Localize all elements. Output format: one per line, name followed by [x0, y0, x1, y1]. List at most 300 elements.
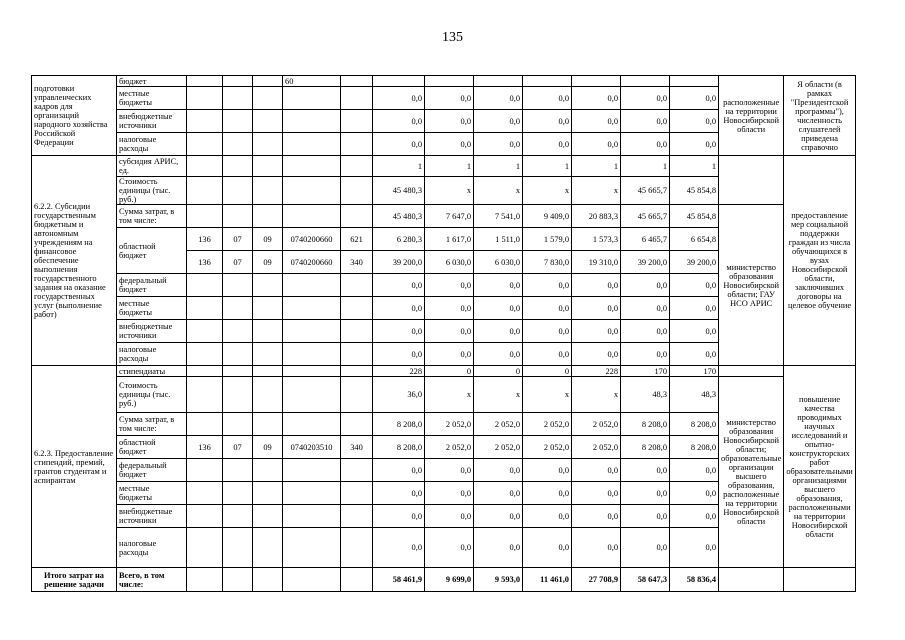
value-cell: 0,0	[621, 505, 670, 528]
vr-code	[341, 205, 373, 228]
grbs-code	[187, 413, 223, 436]
total-label: Итого затрат на решение задачи	[32, 568, 117, 592]
value-cell: 0,0	[474, 87, 523, 110]
source-label: внебюджетные источники	[117, 110, 187, 133]
source-label: местные бюджеты	[117, 87, 187, 110]
value-cell: 0,0	[572, 482, 621, 505]
vr-code	[341, 274, 373, 297]
grbs-code	[187, 505, 223, 528]
value-cell: 0,0	[621, 320, 670, 343]
responsible-cell: министерство образования Новосибирской области; ГАУ НСО АРИС	[719, 205, 784, 366]
total-sublabel: Всего, в том числе:	[117, 568, 187, 592]
rz-code	[223, 366, 253, 377]
grbs-code: 136	[187, 251, 223, 274]
value-cell: 0,0	[373, 343, 425, 366]
value-cell: 8 208,0	[670, 413, 719, 436]
table-cell	[719, 366, 784, 377]
value-cell: 8 208,0	[373, 413, 425, 436]
value-cell: x	[572, 177, 621, 205]
table-cell	[187, 133, 223, 156]
value-cell: 0,0	[572, 528, 621, 568]
grbs-code	[187, 320, 223, 343]
csr-code	[283, 177, 341, 205]
csr-code	[283, 482, 341, 505]
value-cell: 1	[373, 156, 425, 177]
value-cell: 0,0	[621, 110, 670, 133]
source-label: налоговые расходы	[117, 343, 187, 366]
value-cell: 45 665,7	[621, 177, 670, 205]
value-cell: 0,0	[474, 482, 523, 505]
vr-code	[341, 528, 373, 568]
value-cell: 0,0	[670, 482, 719, 505]
value-cell: 0,0	[373, 482, 425, 505]
value-cell: 0,0	[670, 505, 719, 528]
grbs-code: 136	[187, 436, 223, 459]
rz-code: 07	[223, 436, 253, 459]
value-cell: 7 830,0	[523, 251, 572, 274]
pr-code	[253, 366, 283, 377]
value-cell: 45 665,7	[621, 205, 670, 228]
csr-code: 0740200660	[283, 228, 341, 251]
value-cell: 0	[425, 366, 474, 377]
pr-code	[253, 528, 283, 568]
value-cell: 0,0	[670, 87, 719, 110]
pr-code	[253, 205, 283, 228]
table-cell	[719, 156, 784, 205]
pr-code	[253, 459, 283, 482]
value-cell: 8 208,0	[373, 436, 425, 459]
value-cell: 1	[621, 156, 670, 177]
table-row	[32, 156, 856, 177]
table-row	[32, 366, 856, 377]
value-cell: 0,0	[523, 274, 572, 297]
value-cell: 0,0	[572, 110, 621, 133]
grbs-code	[187, 205, 223, 228]
value-cell: x	[572, 377, 621, 413]
table-cell	[223, 76, 253, 87]
source-label: местные бюджеты	[117, 297, 187, 320]
value-cell: 0,0	[523, 133, 572, 156]
value-cell: 0,0	[425, 297, 474, 320]
rz-code	[223, 205, 253, 228]
total-value: 9 699,0	[425, 568, 474, 592]
value-cell: 0,0	[670, 133, 719, 156]
vr-code	[341, 177, 373, 205]
grbs-code	[187, 482, 223, 505]
value-cell: 0,0	[621, 87, 670, 110]
activity-name: 6.2.2. Субсидии государственным бюджетным и автономным учреждениям на финансовое обеспечение выполнения государственного задания на оказание государственных услуг (выполнение работ)	[32, 156, 117, 366]
value-cell: 7 647,0	[425, 205, 474, 228]
value-cell: 0,0	[523, 297, 572, 320]
vr-code	[341, 377, 373, 413]
value-cell: 45 854,8	[670, 205, 719, 228]
value-cell: 0,0	[572, 87, 621, 110]
table-row	[32, 76, 856, 87]
value-cell: 0,0	[621, 528, 670, 568]
value-cell	[474, 76, 523, 87]
value-cell: 0,0	[572, 133, 621, 156]
source-label: Сумма затрат, в том числе:	[117, 205, 187, 228]
vr-code: 621	[341, 228, 373, 251]
value-cell: 0,0	[670, 343, 719, 366]
vr-code: 340	[341, 436, 373, 459]
table-row	[32, 205, 856, 228]
vr-code	[341, 156, 373, 177]
rz-code	[223, 377, 253, 413]
value-cell: 2 052,0	[425, 436, 474, 459]
value-cell: 1 511,0	[474, 228, 523, 251]
table-cell	[187, 568, 223, 592]
table-cell	[341, 87, 373, 110]
csr-code	[283, 459, 341, 482]
grbs-code	[187, 528, 223, 568]
source-label: федеральный бюджет	[117, 274, 187, 297]
value-cell: 1	[523, 156, 572, 177]
table-cell	[253, 110, 283, 133]
value-cell: 0,0	[572, 505, 621, 528]
table-cell	[187, 87, 223, 110]
csr-code	[283, 320, 341, 343]
value-cell: 0,0	[425, 482, 474, 505]
value-cell: 0,0	[425, 133, 474, 156]
pr-code	[253, 505, 283, 528]
value-cell: 45 854,8	[670, 177, 719, 205]
grbs-code	[187, 459, 223, 482]
value-cell: 0,0	[572, 297, 621, 320]
value-cell: 0,0	[474, 343, 523, 366]
source-label: Стоимость единицы (тыс. руб.)	[117, 177, 187, 205]
value-cell: 0,0	[670, 110, 719, 133]
activity-name: 6.2.3. Предоставление стипендий, премий, грантов студентам и аспирантам	[32, 366, 117, 568]
value-cell: 1	[670, 156, 719, 177]
value-cell: 7 541,0	[474, 205, 523, 228]
source-label: внебюджетные источники	[117, 320, 187, 343]
value-cell: 170	[670, 366, 719, 377]
total-value: 58 836,4	[670, 568, 719, 592]
csr-code: 0740200660	[283, 251, 341, 274]
pr-code	[253, 156, 283, 177]
csr-code	[283, 297, 341, 320]
table-cell	[253, 133, 283, 156]
table-cell	[341, 133, 373, 156]
total-value: 11 461,0	[523, 568, 572, 592]
value-cell	[425, 76, 474, 87]
value-cell: x	[523, 177, 572, 205]
value-cell: 0,0	[373, 528, 425, 568]
csr-code	[283, 274, 341, 297]
value-cell: 0,0	[425, 110, 474, 133]
pr-code	[253, 177, 283, 205]
rz-code	[223, 320, 253, 343]
value-cell: 0,0	[373, 110, 425, 133]
grbs-code	[187, 274, 223, 297]
value-cell: 0,0	[474, 133, 523, 156]
csr-code	[283, 205, 341, 228]
table-cell	[187, 76, 223, 87]
pr-code	[253, 297, 283, 320]
pr-code	[253, 320, 283, 343]
value-cell: 0	[523, 366, 572, 377]
value-cell: 0,0	[425, 459, 474, 482]
rz-code	[223, 156, 253, 177]
csr-code	[283, 377, 341, 413]
table-cell	[784, 568, 855, 592]
value-cell: 0,0	[373, 459, 425, 482]
result-cell: Я области (в рамках "Президентской программы"), численность слушателей приведена справочно	[784, 76, 855, 156]
value-cell: 0,0	[621, 459, 670, 482]
table-cell	[341, 76, 373, 87]
grbs-code	[187, 366, 223, 377]
pr-code: 09	[253, 251, 283, 274]
vr-code	[341, 459, 373, 482]
source-label: областной бюджет	[117, 436, 187, 459]
grbs-code: 136	[187, 228, 223, 251]
page-number: 135	[442, 30, 463, 45]
value-cell: x	[425, 377, 474, 413]
table-cell	[223, 110, 253, 133]
value-cell: 36,0	[373, 377, 425, 413]
value-cell: 0,0	[474, 274, 523, 297]
source-label: налоговые расходы	[117, 528, 187, 568]
source-label: внебюджетные источники	[117, 505, 187, 528]
value-cell: 39 200,0	[621, 251, 670, 274]
value-cell: 2 052,0	[572, 436, 621, 459]
value-cell: x	[474, 377, 523, 413]
value-cell: 0,0	[373, 297, 425, 320]
pr-code: 09	[253, 228, 283, 251]
grbs-code	[187, 343, 223, 366]
value-cell: 0,0	[523, 505, 572, 528]
rz-code	[223, 177, 253, 205]
rz-code	[223, 274, 253, 297]
value-cell: 0,0	[373, 505, 425, 528]
value-cell: 0,0	[670, 320, 719, 343]
value-cell: 0,0	[621, 343, 670, 366]
value-cell: 2 052,0	[425, 413, 474, 436]
value-cell: 170	[621, 366, 670, 377]
value-cell: 2 052,0	[523, 413, 572, 436]
pr-code: 09	[253, 436, 283, 459]
source-label: бюджет	[117, 76, 187, 87]
rz-code	[223, 505, 253, 528]
value-cell: 45 480,3	[373, 205, 425, 228]
rz-code: 07	[223, 251, 253, 274]
value-cell: 2 052,0	[572, 413, 621, 436]
table-row	[32, 377, 856, 413]
value-cell: 6 280,3	[373, 228, 425, 251]
value-cell: 8 208,0	[670, 436, 719, 459]
rz-code	[223, 297, 253, 320]
value-cell: 228	[572, 366, 621, 377]
table-cell	[283, 568, 341, 592]
value-cell	[670, 76, 719, 87]
grbs-code	[187, 297, 223, 320]
vr-code	[341, 343, 373, 366]
value-cell: 0,0	[373, 133, 425, 156]
value-cell: 1	[425, 156, 474, 177]
pr-code	[253, 413, 283, 436]
value-cell: 0,0	[670, 274, 719, 297]
value-cell: x	[425, 177, 474, 205]
value-cell: 2 052,0	[474, 413, 523, 436]
csr-code	[283, 505, 341, 528]
value-cell: 0,0	[523, 459, 572, 482]
value-cell: 0,0	[670, 459, 719, 482]
value-cell: x	[474, 177, 523, 205]
value-cell: 0,0	[523, 87, 572, 110]
value-cell: 6 654,8	[670, 228, 719, 251]
value-cell: 0,0	[572, 343, 621, 366]
pr-code	[253, 482, 283, 505]
source-label: Стоимость единицы (тыс. руб.)	[117, 377, 187, 413]
value-cell: 0	[474, 366, 523, 377]
value-cell: 6 030,0	[425, 251, 474, 274]
value-cell: 48,3	[621, 377, 670, 413]
value-cell: 0,0	[425, 87, 474, 110]
value-cell: 0,0	[425, 528, 474, 568]
table-cell	[253, 76, 283, 87]
pr-code	[253, 343, 283, 366]
rz-code	[223, 343, 253, 366]
value-cell: 6 465,7	[621, 228, 670, 251]
csr-code	[283, 343, 341, 366]
value-cell: 1 573,3	[572, 228, 621, 251]
total-value: 58 647,3	[621, 568, 670, 592]
value-cell: 0,0	[670, 528, 719, 568]
total-value: 58 461,9	[373, 568, 425, 592]
table-cell	[223, 568, 253, 592]
total-value: 27 708,9	[572, 568, 621, 592]
rz-code	[223, 482, 253, 505]
table-cell	[341, 568, 373, 592]
table-cell	[253, 87, 283, 110]
value-cell	[373, 76, 425, 87]
vr-code	[341, 297, 373, 320]
vr-code	[341, 320, 373, 343]
target-value	[283, 87, 341, 110]
source-label: федеральный бюджет	[117, 459, 187, 482]
source-label: субсидия АРИС, ед.	[117, 156, 187, 177]
value-cell: 1 579,0	[523, 228, 572, 251]
result-cell: предоставление мер социальной поддержки граждан из числа обучающихся в вузах Новосибирской области, заключивших договоры на целевое обучение	[784, 156, 855, 366]
value-cell: 0,0	[474, 505, 523, 528]
responsible-cell: министерство образования Новосибирской области; образовательные организации высшего образования, расположенные на территории Новосибирской области	[719, 377, 784, 568]
target-value: 60	[283, 76, 341, 87]
target-value	[283, 133, 341, 156]
value-cell: 0,0	[670, 297, 719, 320]
value-cell: 1	[474, 156, 523, 177]
value-cell	[572, 76, 621, 87]
value-cell: 0,0	[621, 482, 670, 505]
grbs-code	[187, 177, 223, 205]
total-value: 9 593,0	[474, 568, 523, 592]
value-cell: 228	[373, 366, 425, 377]
rz-code	[223, 413, 253, 436]
table-cell	[719, 568, 784, 592]
value-cell: 0,0	[572, 274, 621, 297]
value-cell: 0,0	[572, 459, 621, 482]
vr-code	[341, 366, 373, 377]
value-cell: 0,0	[474, 528, 523, 568]
value-cell: 0,0	[425, 505, 474, 528]
table-cell	[223, 133, 253, 156]
vr-code	[341, 482, 373, 505]
grbs-code	[187, 156, 223, 177]
value-cell: 0,0	[474, 110, 523, 133]
table-cell	[341, 110, 373, 133]
value-cell	[523, 76, 572, 87]
value-cell: 0,0	[474, 320, 523, 343]
value-cell: 0,0	[621, 274, 670, 297]
value-cell: 0,0	[523, 320, 572, 343]
value-cell: 2 052,0	[474, 436, 523, 459]
value-cell: 0,0	[373, 320, 425, 343]
source-label: областной бюджет	[117, 228, 187, 274]
value-cell: 45 480,3	[373, 177, 425, 205]
value-cell: 9 409,0	[523, 205, 572, 228]
value-cell: 0,0	[523, 528, 572, 568]
vr-code: 340	[341, 251, 373, 274]
pr-code	[253, 377, 283, 413]
value-cell: 0,0	[373, 87, 425, 110]
value-cell: 0,0	[425, 274, 474, 297]
csr-code	[283, 366, 341, 377]
value-cell: 0,0	[621, 297, 670, 320]
value-cell: 48,3	[670, 377, 719, 413]
value-cell: 8 208,0	[621, 436, 670, 459]
value-cell: 0,0	[425, 320, 474, 343]
value-cell: 1	[572, 156, 621, 177]
grbs-code	[187, 377, 223, 413]
rz-code: 07	[223, 228, 253, 251]
csr-code	[283, 528, 341, 568]
source-label: налоговые расходы	[117, 133, 187, 156]
value-cell: 0,0	[572, 320, 621, 343]
csr-code	[283, 413, 341, 436]
value-cell: 0,0	[523, 110, 572, 133]
value-cell: 8 208,0	[621, 413, 670, 436]
responsible-cell: расположенные на территории Новосибирской области	[719, 76, 784, 156]
value-cell	[621, 76, 670, 87]
pr-code	[253, 274, 283, 297]
budget-table	[31, 75, 856, 592]
value-cell: 39 200,0	[670, 251, 719, 274]
source-label: Сумма затрат, в том числе:	[117, 413, 187, 436]
table-cell	[187, 110, 223, 133]
vr-code	[341, 505, 373, 528]
rz-code	[223, 528, 253, 568]
value-cell: 0,0	[523, 343, 572, 366]
table-cell	[253, 568, 283, 592]
value-cell: 39 200,0	[373, 251, 425, 274]
result-cell: повышение качества проводимых научных исследований и опытно-конструкторских работ образовательными организациями высшего образования, расположенными на территории Новосибирской области	[784, 366, 855, 568]
rz-code	[223, 459, 253, 482]
value-cell: 0,0	[474, 297, 523, 320]
value-cell: 0,0	[621, 133, 670, 156]
activity-name: подготовки управленческих кадров для организаций народного хозяйства Российской Федерации	[32, 76, 117, 156]
value-cell: 0,0	[425, 343, 474, 366]
vr-code	[341, 413, 373, 436]
value-cell: 0,0	[474, 459, 523, 482]
table-cell	[223, 87, 253, 110]
value-cell: 1 617,0	[425, 228, 474, 251]
table-row	[32, 568, 856, 592]
value-cell: x	[523, 377, 572, 413]
value-cell: 0,0	[523, 482, 572, 505]
value-cell: 6 030,0	[474, 251, 523, 274]
value-cell: 19 310,0	[572, 251, 621, 274]
source-label: местные бюджеты	[117, 482, 187, 505]
